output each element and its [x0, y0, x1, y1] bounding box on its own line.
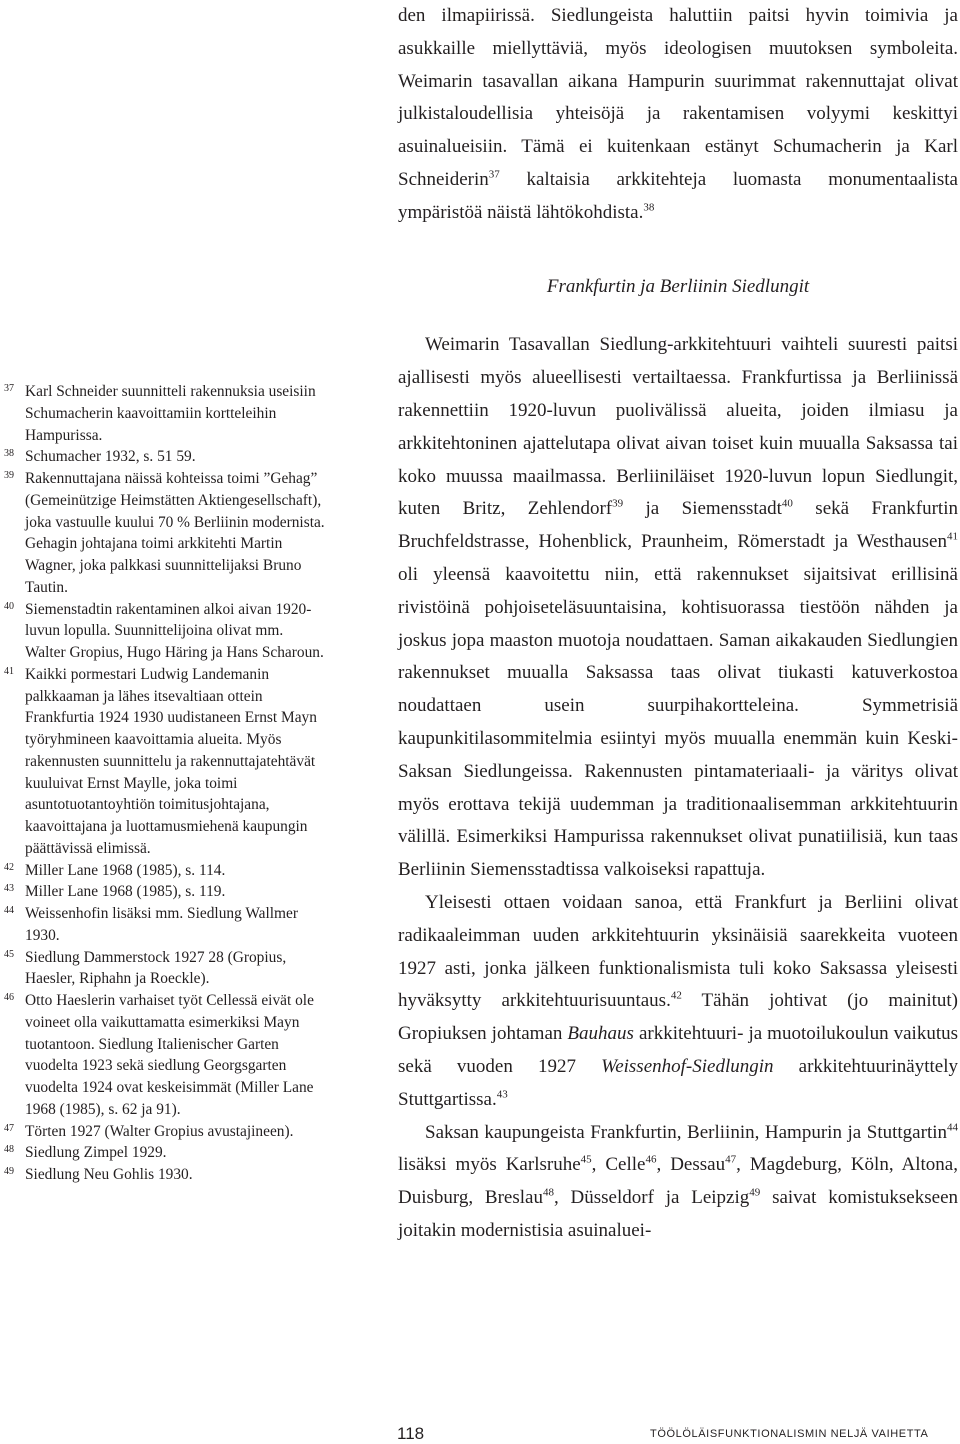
- footnote: [4, 1142, 326, 1164]
- p1-text-b: ja Siemensstadt: [623, 498, 782, 520]
- footnote-ref-47[interactable]: 47: [725, 1153, 737, 1166]
- page-footer: [0, 1424, 960, 1444]
- footnote-number: 41: [4, 665, 14, 677]
- footnote-ref-46[interactable]: 46: [645, 1153, 657, 1166]
- weissenhof-italic: Weissenhof-Siedlungin: [601, 1055, 774, 1077]
- footnote-number: 49: [4, 1166, 14, 1177]
- footnote-ref-48[interactable]: 48: [542, 1186, 554, 1199]
- p2-text-d: arkkitehtuurinäyttely Stuttgartissa.: [398, 1055, 958, 1110]
- p2-text-b: Tähän johtivat (jo mainitut) Gropiuksen johtaman: [398, 990, 958, 1045]
- footnote: [4, 468, 326, 599]
- footnote-ref-40[interactable]: 40: [781, 498, 793, 511]
- footnote-ref-45[interactable]: 45: [580, 1153, 592, 1166]
- main-text-column: [398, 0, 958, 1248]
- footnote: [4, 990, 326, 1121]
- footnote-ref-42[interactable]: 42: [670, 989, 682, 1002]
- footnote-number: 45: [4, 948, 14, 960]
- paragraph-intro: [398, 0, 958, 230]
- footnote: [4, 1164, 326, 1186]
- footnote-text: Siedlung Dammerstock 1927 28 (Gropius, Haesler, Riphahn ja Roeckle).: [25, 948, 287, 988]
- paragraph-2: [398, 887, 958, 1117]
- footnote-ref-43[interactable]: 43: [496, 1088, 508, 1101]
- footnote-text: Schumacher 1932, s. 51 59.: [25, 448, 196, 466]
- footnotes-column: [4, 381, 326, 1186]
- p1-text-c: sekä Frankfurtin Bruchfeldstrasse, Hohenblick, Praunheim, Römerstadt ja Westhausen: [398, 498, 958, 553]
- p3-text-e: , Magdeburg, Köln, Altona, Duisburg, Breslau: [398, 1154, 958, 1209]
- footnote-number: 40: [4, 600, 14, 612]
- p2-text-c: arkkitehtuuri- ja muotoilukoulun vaikutus sekä vuoden 1927: [398, 1023, 958, 1077]
- footnote-number: 42: [4, 861, 14, 873]
- footnote-number: 43: [4, 883, 14, 895]
- footnote-number: 38: [4, 448, 14, 460]
- footnote-text: Kaikki pormestari Ludwig Landemanin palkkaaman ja lähes itsevaltiaan ottein Frankfurtia 1924 1930 uudistaneen Ernst Mayn työryhmineen kaavoittamia alueita. Myös rakennusten suunnittelu ja rakennuttajatehtävät kuuluivat Ernst Maylle, joka toimi asuntotuotantoyhtiön toimitusjohtajana, kaavoittajana ja luottamusmiehenä kaupungin päättävissä elimissä.: [25, 665, 317, 857]
- footnote-number: 44: [4, 905, 14, 916]
- page-number: 118: [397, 1424, 425, 1443]
- footnote: [4, 446, 326, 468]
- p3-text-g: saivat komistuksekseen joitakin modernistisia asuinaluei-: [398, 1187, 959, 1241]
- footnote-text: Karl Schneider suunnitteli rakennuksia useisiin Schumacherin kaavoittamiin kortteleihin Hampurissa.: [25, 383, 316, 444]
- footnote: [4, 947, 326, 991]
- footnote-ref-39[interactable]: 39: [612, 498, 624, 511]
- footnote-text: Siedlung Zimpel 1929.: [25, 1144, 167, 1162]
- p3-text-f: , Düsseldorf ja Leipzig: [553, 1187, 750, 1209]
- p3-text-a: Saksan kaupungeista Frankfurtin, Berliinin, Hampurin ja Stuttgartin: [425, 1121, 947, 1143]
- footnote-text: Rakennuttajana näissä kohteissa toimi ”Gehag” (Gemeinützige Heimstätten Aktiengesellschaft), joka vastuulle kuului 70 % Berliinin modernista. Gehagin johtajana toimi arkkitehti Martin Wagner, joka palkkasi suunnittelijaksi Bruno Tautin.: [25, 470, 325, 596]
- footnote-number: 46: [4, 992, 14, 1003]
- p3-text-c: , Celle: [591, 1154, 646, 1176]
- p1-text-d: oli yleensä kaavoitettu niin, että rakennukset sijaitsivat erillisinä rivistöinä pohjoiseteläsuuntaisina, kohtisuorassa tiestöön nähden ja joskus jopa maaston muotoja noudattaen. Saman aikakauden Siedlungien rakennukset muualla Saksassa taas olivat tiukasti katuverkostoa noudattaen usein suurpihakortteleina. Symmetrisiä kaupunkitilasommitelmia esiintyi myös muualla enemmän kuin Keski-Saksan Siedlungeissa. Rakennusten pintamateriaali- ja väritys olivat myös erottava tekijä uudemman ja traditionaalisemman arkkitehtuurin välillä. Esimerkiksi Hampurissa rakennukset olivat punatiilisiä, kun taas Berliinin Siemensstadtissa valkoiseksi rapattuja.: [398, 563, 958, 881]
- p3-text-b: lisäksi myös Karlsruhe: [398, 1154, 581, 1176]
- intro-text-a: den ilmapiirissä. Siedlungeista haluttiin paitsi hyvin toimivia ja asukkaille miellyttäviä, myös ideologisen muutoksen symboleita. Weimarin tasavallan aikana Hampurin suurimmat rakennuttajat olivat julkistaloudellisia yhteisöjä ja rakentamisen volyymi keskittyi asuinalueisiin. Tämä ei kuitenkaan estänyt Schumacherin ja Karl Schneiderin: [398, 5, 958, 190]
- footnote-text: Miller Lane 1968 (1985), s. 119.: [25, 883, 226, 901]
- footnote: [4, 664, 326, 860]
- footnote-text: Miller Lane 1968 (1985), s. 114.: [25, 861, 226, 879]
- paragraph-3: [398, 1117, 958, 1248]
- section-heading: Frankfurtin ja Berliinin Siedlungit: [546, 275, 810, 297]
- footnote-number: 47: [4, 1122, 14, 1134]
- footnote-ref-44[interactable]: 44: [947, 1121, 958, 1134]
- p2-text-a: Yleisesti ottaen voidaan sanoa, että Frankfurt ja Berliini olivat radikaaleimman uuden arkkitehtuurin yksinäisiä saarekkeita vuoteen 1927 asti, jonka jälkeen funktionalismista tuli koko Saksassa yleisesti hyväksytty arkkitehtuurisuuntaus.: [398, 891, 958, 1012]
- p1-text-a: Weimarin Tasavallan Siedlung-arkkitehtuuri vaihteli suuresti paitsi ajallisesti myös alueellisesti vertailtaessa. Frankfurtissa ja Berliinissä rakennettiin 1920-luvun puolivälissä alueita, joiden ilmiasu ja arkkitehtoninen ajattelutapa olivat aivan toiset kuin muualla Saksassa tai koko muussa maailmassa. Berliiniläiset 1920-luvun lopun Siedlungit, kuten Britz, Zehlendorf: [398, 334, 958, 520]
- footnote-ref-38[interactable]: 38: [643, 201, 655, 214]
- footnote-number: 39: [4, 470, 14, 481]
- p3-text-d: , Dessau: [656, 1154, 726, 1176]
- footnote: [4, 381, 326, 446]
- paragraph-1: [398, 329, 958, 887]
- running-head: TÖÖLÖLÄISFUNKTIONALISMIN NELJÄ VAIHETTA: [650, 1428, 929, 1440]
- bauhaus-italic: Bauhaus: [567, 1023, 634, 1045]
- footnote-ref-49[interactable]: 49: [749, 1186, 761, 1199]
- footnote-ref-41[interactable]: 41: [947, 530, 958, 543]
- footnote-number: 37: [4, 383, 14, 394]
- footnote: [4, 860, 326, 882]
- footnote-text: Törten 1927 (Walter Gropius avustajineen).: [25, 1122, 294, 1140]
- footnote-number: 48: [4, 1144, 14, 1156]
- footnote-text: Siemenstadtin rakentaminen alkoi aivan 1920-luvun lopulla. Suunnittelijoina olivat mm. Walter Gropius, Hugo Häring ja Hans Scharoun.: [25, 600, 324, 661]
- footnote-text: Otto Haeslerin varhaiset työt Cellessä eivät ole voineet olla vaikuttamatta esimerkiksi Mayn tuotantoon. Siedlung Italienischer Garten vuodelta 1923 sekä siedlung Georgsgarten vuodelta 1924 ovat keskeisimmät (Miller Lane 1968 (1985), s. 62 ja 91).: [25, 992, 314, 1118]
- footnote-ref-37[interactable]: 37: [488, 168, 500, 181]
- intro-text-b: kaltaisia arkkitehteja luomasta monumentaalista ympäristöä näistä lähtökohdista.: [398, 168, 958, 223]
- footnote: [4, 903, 326, 947]
- footnote-text: Siedlung Neu Gohlis 1930.: [25, 1166, 193, 1183]
- footnote: [4, 599, 326, 664]
- footnote: [4, 881, 326, 903]
- footnote: [4, 1121, 326, 1143]
- footnote-text: Weissenhofin lisäksi mm. Siedlung Wallmer 1930.: [25, 905, 298, 944]
